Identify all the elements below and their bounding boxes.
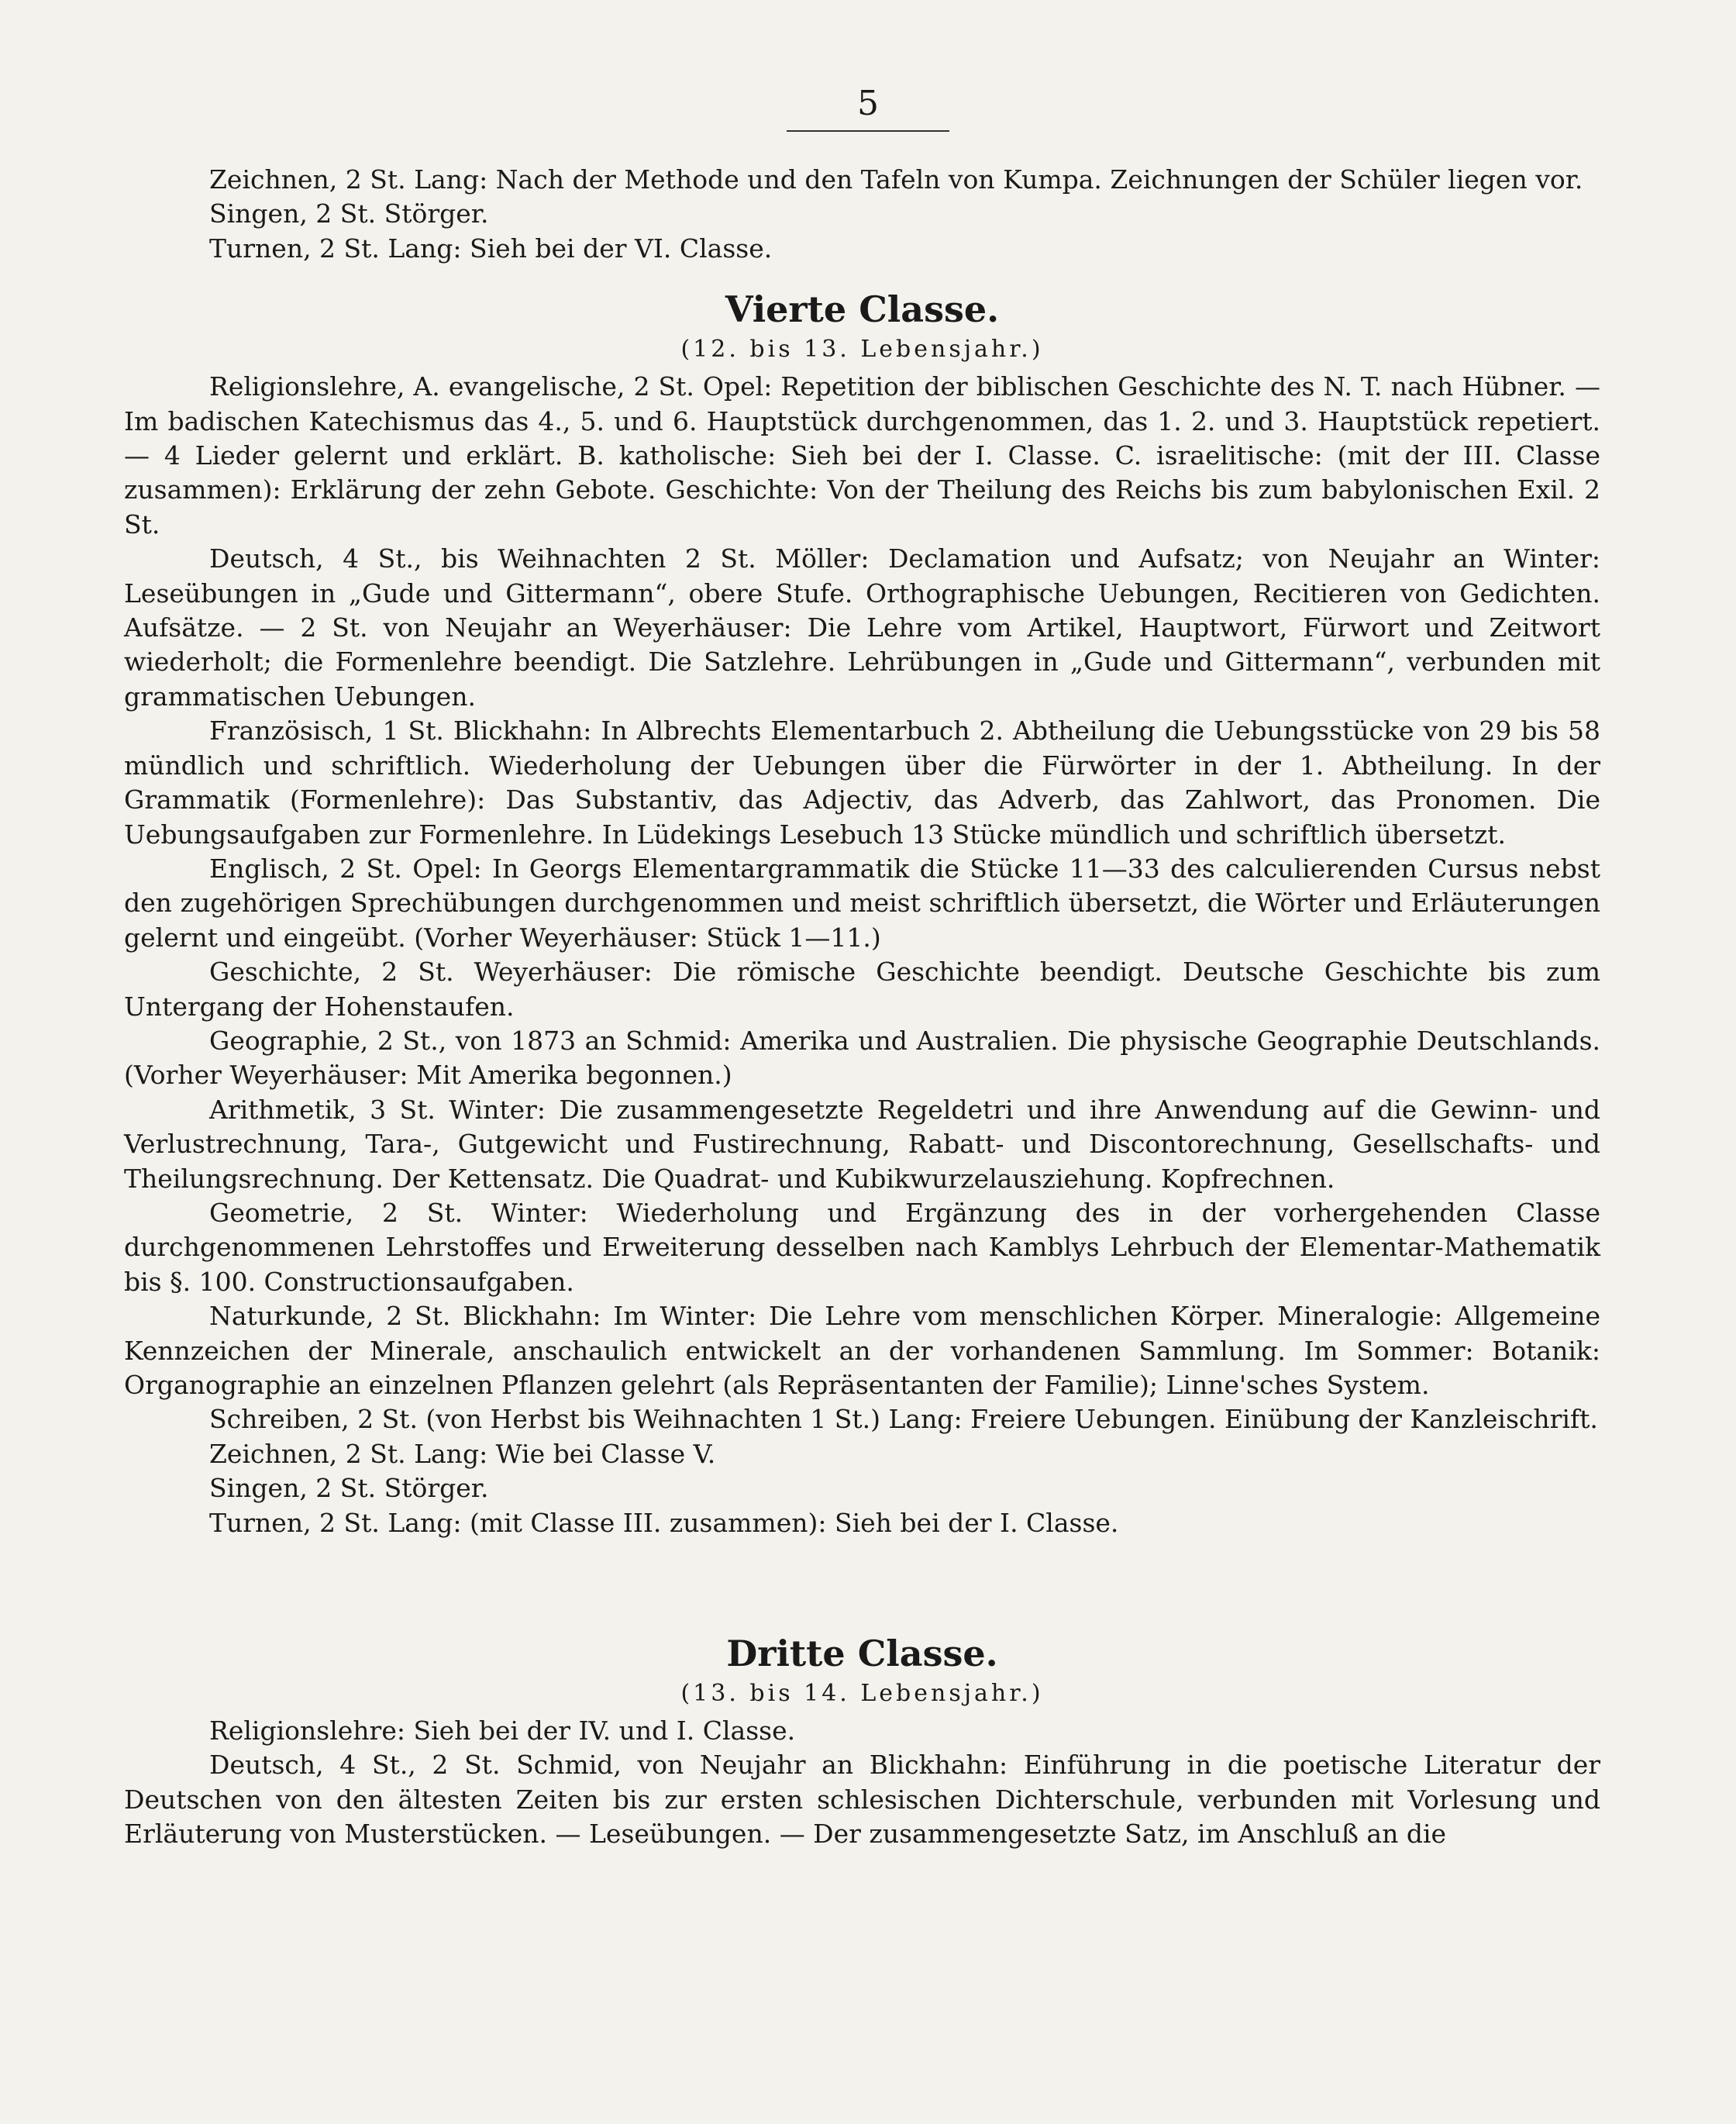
paragraph: Französisch, 1 St. Blickhahn: In Albrechts Elementarbuch 2. Abtheilung die Uebungsstücke von 29 bis 58 mündlich und schriftlich. Wiederholung der Uebungen über die Fürwörter in der 1. Abtheilung. In der Grammatik (Formenlehre): Das Substantiv, das Adjectiv, das Adverb, das Zahlwort, das Pronomen. Die Uebungsaufgaben zur Formenlehre. In Lüdekings Lesebuch 13 Stücke mündlich und schriftlich übersetzt. <box>124 715 1600 850</box>
paragraph: Deutsch, 4 St., 2 St. Schmid, von Neujahr an Blickhahn: Einführung in die poetische Literatur der Deutschen von den ältesten Zeiten bis zur ersten schlesischen Dichterschule, verbunden mit Vorlesung und Erläuterung von Musterstücken. — Leseübungen. — Der zusammengesetzte Satz, im Anschluß an die <box>124 1750 1600 1850</box>
paragraph: Geographie, 2 St., von 1873 an Schmid: Amerika und Australien. Die physische Geographie Deutschlands. (Vorher Weyerhäuser: Mit Amerika begonnen.) <box>124 1025 1600 1091</box>
paragraph: Turnen, 2 St. Lang: (mit Classe III. zusammen): Sieh bei der I. Classe. <box>209 1507 1119 1538</box>
paragraph: Arithmetik, 3 St. Winter: Die zusammengesetzte Regeldetri und ihre Anwendung auf die Gewinn- und Verlustrechnung, Tara-, Gutgewicht und Fustirechnung, Rabatt- und Discontorechnung, Gesellschafts- und Theilungsrechnung. Der Kettensatz. Die Quadrat- und Kubikwurzelausziehung. Kopfrechnen. <box>124 1094 1600 1194</box>
section-heading-dritte-classe: Dritte Classe. <box>726 1633 998 1675</box>
page-number-rule <box>787 130 949 132</box>
section-age-range: (12. bis 13. Lebensjahr.) <box>680 336 1044 364</box>
paragraph: Englisch, 2 St. Opel: In Georgs Elementargrammatik die Stücke 11—33 des calculierenden Cursus nebst den zugehörigen Sprechübungen durchgenommen und meist schriftlich übersetzt, die Wörter und Erläuterungen gelernt und eingeübt. (Vorher Weyerhäuser: Stück 1—11.) <box>124 853 1600 953</box>
page-number: 5 <box>857 84 879 123</box>
paragraph: Zeichnen, 2 St. Lang: Wie bei Classe V. <box>209 1438 716 1469</box>
paragraph: Singen, 2 St. Störger. <box>209 1473 489 1504</box>
section-age-range: (13. bis 14. Lebensjahr.) <box>680 1680 1044 1708</box>
paragraph-singen: Singen, 2 St. Störger. <box>209 198 489 229</box>
paragraph: Naturkunde, 2 St. Blickhahn: Im Winter: Die Lehre vom menschlichen Körper. Mineralogie: Allgemeine Kennzeichen der Minerale, anschaulich entwickelt an der vorhandenen Sammlung. Im Sommer: Botanik: Organographie an einzelnen Pflanzen gelehrt (als Repräsentanten der Familie); Linne'sches System. <box>124 1301 1600 1400</box>
paragraph-zeichnen: Zeichnen, 2 St. Lang: Nach der Methode und den Tafeln von Kumpa. Zeichnungen der Schüler liegen vor. <box>209 164 1583 195</box>
paragraph: Religionslehre: Sieh bei der IV. und I. Classe. <box>209 1715 796 1746</box>
body-text <box>124 163 1600 1852</box>
paragraph-turnen: Turnen, 2 St. Lang: Sieh bei der VI. Classe. <box>209 233 773 264</box>
paragraph: Geometrie, 2 St. Winter: Wiederholung und Ergänzung des in der vorhergehenden Classe durchgenommenen Lehrstoffes und Erweiterung desselben nach Kamblys Lehrbuch der Elementar-Mathematik bis §. 100. Constructionsaufgaben. <box>124 1197 1600 1297</box>
paragraph: Schreiben, 2 St. (von Herbst bis Weihnachten 1 St.) Lang: Freiere Uebungen. Einübung der Kanzleischrift. <box>209 1404 1598 1435</box>
section-spacer <box>124 1540 1600 1610</box>
paragraph: Geschichte, 2 St. Weyerhäuser: Die römische Geschichte beendigt. Deutsche Geschichte bis zum Untergang der Hohenstaufen. <box>124 957 1600 1022</box>
section-heading-vierte-classe: Vierte Classe. <box>725 288 1000 331</box>
paragraph: Deutsch, 4 St., bis Weihnachten 2 St. Möller: Declamation und Aufsatz; von Neujahr an Winter: Leseübungen in „Gude und Gittermann“, obere Stufe. Orthographische Uebungen, Recitieren von Gedichten. Aufsätze. — 2 St. von Neujahr an Weyerhäuser: Die Lehre vom Artikel, Hauptwort, Fürwort und Zeitwort wiederholt; die Formenlehre beendigt. Die Satzlehre. Lehrübungen in „Gude und Gittermann“, verbunden mit grammatischen Uebungen. <box>124 543 1600 712</box>
paragraph: Religionslehre, A. evangelische, 2 St. Opel: Repetition der biblischen Geschichte des N. T. nach Hübner. — Im badischen Katechismus das 4., 5. und 6. Hauptstück durchgenommen, das 1. 2. und 3. Hauptstück repetiert. — 4 Lieder gelernt und erklärt. B. katholische: Sieh bei der I. Classe. C. israelitische: (mit der III. Classe zusammen): Erklärung der zehn Gebote. Geschichte: Von der Theilung des Reichs bis zum babylonischen Exil. 2 St. <box>124 371 1600 540</box>
